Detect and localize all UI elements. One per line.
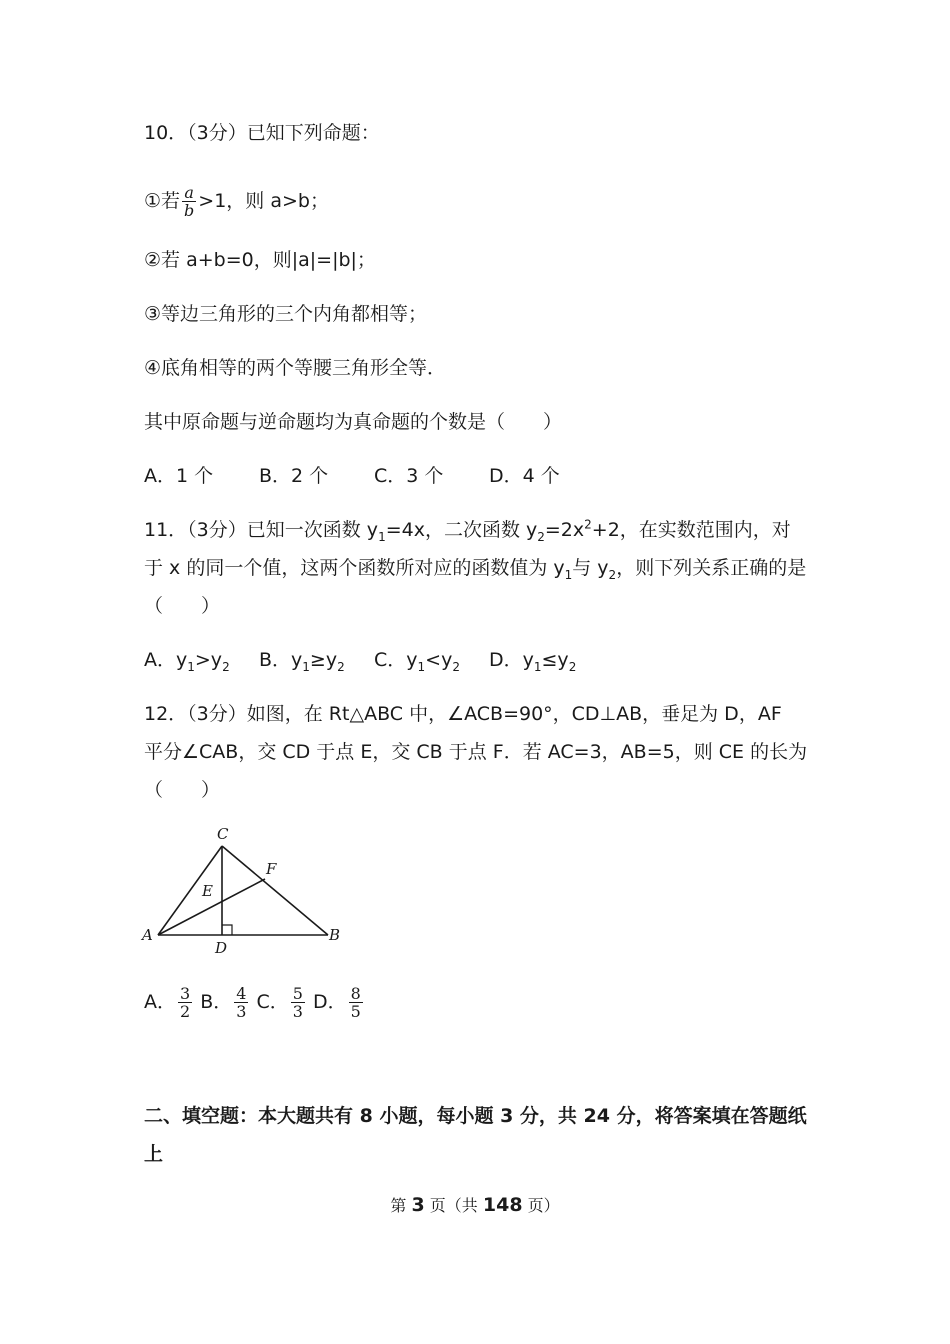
subscript: 1 <box>417 659 426 674</box>
label-d: D <box>215 939 228 957</box>
q10-p1-suffix: >1，则 a>b； <box>198 190 329 212</box>
q11-option-d <box>489 648 576 672</box>
q10-proposition-3: ③等边三角形的三个内角都相等； <box>144 303 428 325</box>
q10-proposition-1 <box>144 184 329 219</box>
q11-option-a <box>144 648 259 672</box>
q11-option-b <box>259 648 374 672</box>
subscript: 1 <box>378 529 386 544</box>
subscript: 1 <box>564 567 573 582</box>
q10-p1-prefix: ①若 <box>144 190 181 212</box>
q11-line-1 <box>144 518 791 542</box>
q12-option-b-label: B． <box>200 991 233 1013</box>
q12-line-1: 12．（3分）如图，在 Rt△ABC 中，∠ACB=90°，CD⊥AB，垂足为 D，AF <box>144 703 782 725</box>
option-text: A．y <box>144 649 188 671</box>
q11-text: =2x <box>544 519 585 541</box>
option-text: >y <box>194 649 223 671</box>
q10-proposition-4: ④底角相等的两个等腰三角形全等． <box>144 357 447 379</box>
label-b: B <box>329 926 341 944</box>
fraction-numerator: 8 <box>350 984 361 1003</box>
subscript: 2 <box>608 567 617 582</box>
fraction-numerator: 5 <box>292 984 303 1003</box>
option-text: ≥y <box>309 649 338 671</box>
footer-text: 页） <box>527 1196 560 1215</box>
q12-option-c-label: C． <box>256 991 289 1013</box>
subscript: 2 <box>222 659 230 674</box>
q11-line-3: （ ） <box>144 595 221 617</box>
q12-line-3: （ ） <box>144 779 221 801</box>
fraction-denominator: 3 <box>292 1002 303 1021</box>
subscript: 2 <box>537 529 545 544</box>
label-f: F <box>266 860 277 878</box>
triangle-figure <box>138 822 358 957</box>
q12-option-c-fraction <box>291 985 305 1020</box>
q11-text: 与 y <box>572 557 609 579</box>
q10-question: 其中原命题与逆命题均为真命题的个数是（ ） <box>144 411 563 433</box>
q12-option-d-label: D． <box>313 991 347 1013</box>
right-angle-mark <box>222 925 232 935</box>
fraction-numerator: 3 <box>180 984 191 1003</box>
option-text: ≤y <box>541 649 569 671</box>
q10-proposition-2: ②若 a+b=0，则|a|=|b|； <box>144 249 376 271</box>
fraction-denominator: 5 <box>350 1002 361 1021</box>
q11-options <box>144 648 576 672</box>
q11-option-c <box>374 648 489 672</box>
q11-text: 于 x 的同一个值，这两个函数所对应的函数值为 y <box>144 557 565 579</box>
footer-text: 页（共 <box>429 1196 478 1215</box>
section-2-heading-line-1: 二、填空题：本大题共有 8 小题，每小题 3 分，共 24 分，将答案填在答题纸 <box>144 1105 807 1127</box>
q12-options <box>144 982 365 1022</box>
q10-options <box>144 464 560 488</box>
subscript: 2 <box>337 659 345 674</box>
footer-total-pages: 148 <box>482 1194 523 1216</box>
q11-text: +2，在实数范围内，对 <box>591 519 791 541</box>
q10-option-b: B．2 个 <box>259 465 329 487</box>
q12-option-a-fraction <box>178 985 192 1020</box>
option-text: C．y <box>374 649 418 671</box>
subscript: 1 <box>187 659 195 674</box>
q11-line-2 <box>144 556 806 580</box>
subscript: 1 <box>533 659 542 674</box>
label-a: A <box>142 926 153 944</box>
option-text: D．y <box>489 649 534 671</box>
option-text: <y <box>425 649 453 671</box>
footer-page-number: 3 <box>411 1194 425 1216</box>
q10-option-c: C．3 个 <box>374 465 444 487</box>
fraction-denominator: 2 <box>180 1002 191 1021</box>
fraction-denominator: b <box>184 201 195 220</box>
q10-option-a: A．1 个 <box>144 465 214 487</box>
option-text: B．y <box>259 649 303 671</box>
q12-option-b-fraction <box>234 985 248 1020</box>
fraction-denominator: 3 <box>236 1002 247 1021</box>
page-footer <box>0 1194 950 1217</box>
q11-text: =4x，二次函数 y <box>385 519 538 541</box>
q11-text: ，则下列关系正确的是 <box>616 557 807 579</box>
superscript: 2 <box>584 517 592 532</box>
fraction-a-over-b <box>182 184 196 219</box>
q10-stem: 10．（3分）已知下列命题： <box>144 122 380 144</box>
subscript: 1 <box>302 659 310 674</box>
footer-text: 第 <box>390 1196 407 1215</box>
label-e: E <box>202 882 213 900</box>
q12-option-d-fraction <box>349 985 363 1020</box>
section-2-heading-line-2: 上 <box>144 1143 164 1165</box>
q12-line-2: 平分∠CAB，交 CD 于点 E，交 CB 于点 F．若 AC=3，AB=5，则 CE 的长为 <box>144 741 808 763</box>
fraction-numerator: a <box>182 184 196 202</box>
subscript: 2 <box>452 659 460 674</box>
subscript: 2 <box>568 659 577 674</box>
fraction-numerator: 4 <box>236 984 247 1003</box>
q11-text: 11．（3分）已知一次函数 y <box>144 519 379 541</box>
label-c: C <box>217 825 229 843</box>
q12-option-a-label: A． <box>144 991 176 1013</box>
q10-option-d: D．4 个 <box>489 465 560 487</box>
